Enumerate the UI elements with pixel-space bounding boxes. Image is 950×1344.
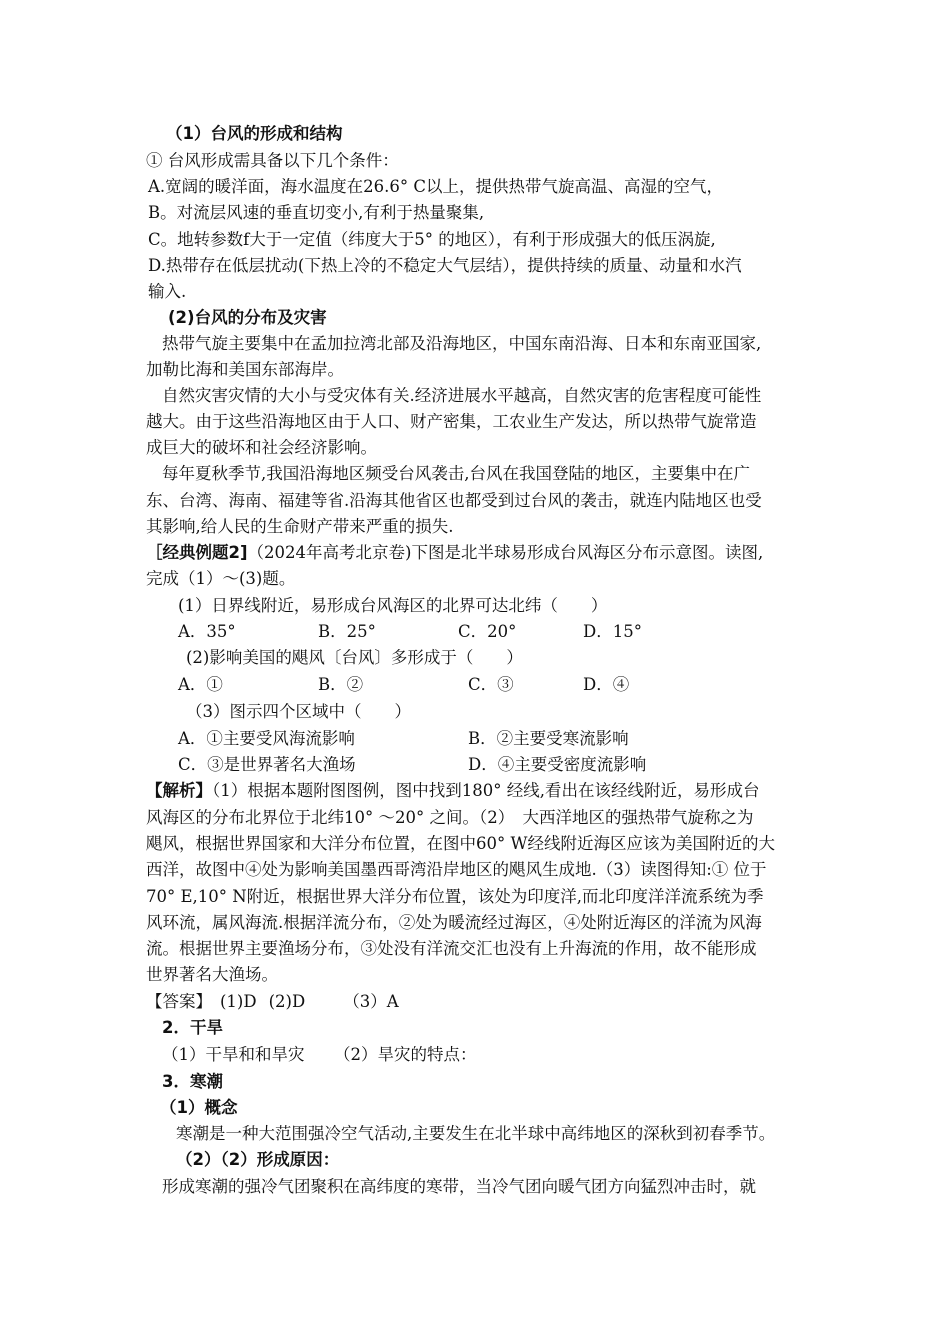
paragraph3-line2: 东、台湾、海南、福建等省.沿海其他省区也都受到过台风的袭击，就连内陆地区也受 [146, 491, 762, 510]
question-2: (2)影响美国的飓风〔台风〕多形成于（ ） [186, 648, 523, 667]
q1-option-a: A．35° [178, 622, 236, 641]
q3-option-a: A．①主要受风海流影响 [178, 729, 355, 748]
condition-a: A.宽阔的暖洋面，海水温度在26.6° C以上，提供热带气旋高温、高湿的空气， [148, 177, 724, 196]
example-intro-line1 [146, 541, 763, 565]
analysis-line4: 西洋，故图中④处为影响美国墨西哥湾沿岸地区的飓风生成地.（3）读图得知:① 位于 [146, 860, 767, 879]
q3-option-c: C．③是世界著名大渔场 [178, 755, 356, 774]
analysis-label: 【解析】 [146, 781, 212, 800]
q1-option-b: B．25° [318, 622, 376, 641]
analysis-line8: 世界著名大渔场。 [146, 965, 278, 984]
answer-3: （3）A [343, 992, 399, 1011]
q2-option-d: D．④ [583, 675, 630, 694]
analysis-line5: 70° E,10° N附近，根据世界大洋分布位置，该处为印度洋,而北印度洋洋流系统为季 [146, 887, 764, 906]
condition-d-line1: D.热带存在低层扰动(下热上冷的不稳定大气层结），提供持续的质量、动量和水汽 [148, 256, 742, 275]
example-intro-text: （2024年高考北京卷)下图是北半球易形成台风海区分布示意图。读图, [247, 543, 764, 562]
q2-option-b: B．② [318, 675, 364, 694]
analysis-text-1: （1）根据本题附图图例，图中找到180° 经线,看出在该经线附近，易形成台 [212, 781, 760, 800]
heading-typhoon-formation: （1）台风的形成和结构 [166, 124, 343, 143]
drought-item1: （1）干旱和和旱灾 [162, 1045, 305, 1064]
q1-option-c: C．20° [458, 622, 517, 641]
q1-option-d: D．15° [583, 622, 642, 641]
answer-1: (1)D [220, 992, 257, 1011]
example-intro-line2: 完成（1）～(3)题。 [146, 569, 296, 588]
q3-option-b: B．②主要受寒流影响 [468, 729, 629, 748]
answer-2: (2)D [268, 992, 306, 1011]
answer-label: 【答案】 [146, 992, 212, 1011]
heading-typhoon-distribution: (2)台风的分布及灾害 [168, 308, 327, 327]
analysis-line2: 风海区的分布北界位于北纬10° ～20° 之间。（2） 大西洋地区的强热带气旋称之为 [146, 808, 754, 827]
heading-cold-wave: 3．寒潮 [162, 1072, 223, 1091]
cold-wave-concept-heading: （1）概念 [160, 1098, 238, 1117]
q2-option-a: A．① [178, 675, 223, 694]
cold-wave-cause-heading: （2）（2）形成原因： [176, 1150, 340, 1169]
paragraph2-line2: 越大。由于这些沿海地区由于人口、财产密集，工农业生产发达，所以热带气旋常造 [146, 412, 757, 431]
example-label: ［经典例题2] [146, 543, 248, 562]
q2-option-c: C．③ [468, 675, 514, 694]
conditions-intro: ① 台风形成需具备以下几个条件： [146, 151, 399, 170]
drought-item2: （2）旱灾的特点： [334, 1045, 477, 1064]
cold-wave-cause-text: 形成寒潮的强冷气团聚积在高纬度的寒带，当冷气团向暖气团方向猛烈冲击时，就 [162, 1177, 756, 1196]
paragraph3-line1: 每年夏秋季节,我国沿海地区频受台风袭击,台风在我国登陆的地区，主要集中在广 [162, 464, 750, 483]
condition-b: B。对流层风速的垂直切变小,有利于热量聚集, [148, 203, 485, 222]
answer-line [146, 990, 399, 1014]
analysis-line1 [146, 779, 759, 803]
condition-d-line2: 输入. [148, 282, 187, 301]
analysis-line7: 流。根据世界主要渔场分布，③处没有洋流交汇也没有上升海流的作用，故不能形成 [146, 939, 757, 958]
analysis-line3: 飓风，根据世界国家和大洋分布位置，在图中60° W经线附近海区应该为美国附近的大 [146, 834, 775, 853]
heading-drought: 2．干旱 [162, 1018, 223, 1037]
analysis-line6: 风环流，属风海流.根据洋流分布，②处为暖流经过海区，④处附近海区的洋流为风海 [146, 913, 762, 932]
paragraph1-line1: 热带气旋主要集中在孟加拉湾北部及沿海地区，中国东南沿海、日本和东南亚国家, [162, 334, 762, 353]
cold-wave-concept-text: 寒潮是一种大范围强冷空气活动,主要发生在北半球中高纬地区的深秋到初春季节。 [176, 1124, 776, 1143]
question-1: (1）日界线附近，易形成台风海区的北界可达北纬（ ） [178, 596, 608, 615]
condition-c: C。地转参数f大于一定值（纬度大于5° 的地区），有利于形成强大的低压涡旋, [148, 230, 716, 249]
q3-option-d: D．④主要受密度流影响 [468, 755, 647, 774]
paragraph1-line2: 加勒比海和美国东部海岸。 [146, 360, 344, 379]
paragraph2-line3: 成巨大的破坏和社会经济影响。 [146, 438, 377, 457]
paragraph2-line1: 自然灾害灾情的大小与受灾体有关.经济进展水平越高，自然灾害的危害程度可能性 [162, 386, 762, 405]
paragraph3-line3: 其影响,给人民的生命财产带来严重的损失. [146, 517, 454, 536]
question-3: （3）图示四个区域中（ ） [186, 702, 411, 721]
